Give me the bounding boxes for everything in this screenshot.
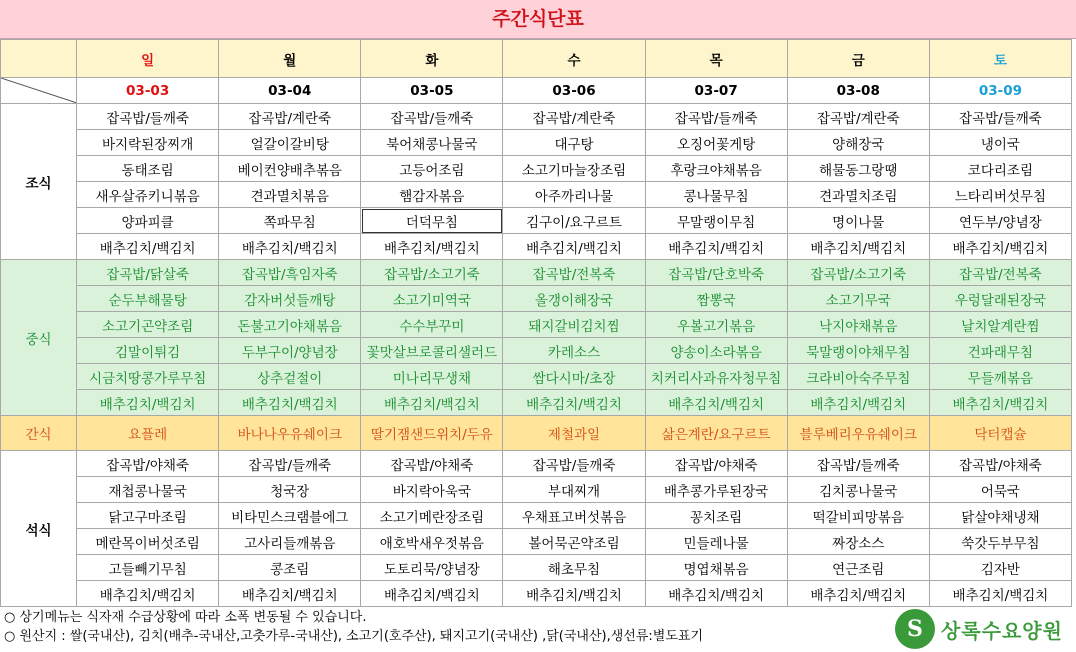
breakfast-menu-cell[interactable]: 잡곡밥/계란죽 xyxy=(503,104,645,130)
dinner-row xyxy=(1,451,1072,477)
breakfast-row xyxy=(1,208,1072,234)
dinner-row xyxy=(1,503,1072,529)
lunch-menu-cell[interactable]: 양송이소라볶음 xyxy=(645,338,787,364)
dinner-row xyxy=(1,477,1072,503)
lunch-menu-cell[interactable]: 묵말랭이야채무침 xyxy=(787,338,929,364)
breakfast-menu-cell[interactable]: 배추김치/백김치 xyxy=(645,234,787,260)
breakfast-menu-cell[interactable]: 배추김치/백김치 xyxy=(77,234,219,260)
lunch-menu-cell[interactable]: 날치알계란찜 xyxy=(929,312,1071,338)
dinner-menu-cell[interactable]: 배추김치/백김치 xyxy=(787,581,929,607)
breakfast-row xyxy=(1,182,1072,208)
lunch-menu-cell[interactable]: 돈불고기야채볶음 xyxy=(219,312,361,338)
breakfast-menu-cell[interactable]: 잡곡밥/들깨죽 xyxy=(645,104,787,130)
lunch-menu-cell[interactable]: 카레소스 xyxy=(503,338,645,364)
dinner-menu-cell[interactable]: 잡곡밥/들깨죽 xyxy=(787,451,929,477)
breakfast-menu-cell[interactable]: 새우살쥬키니볶음 xyxy=(77,182,219,208)
day-header-wed: 수 xyxy=(503,40,645,78)
snack-section-label: 간식 xyxy=(1,416,77,451)
dinner-menu-cell[interactable]: 고들빼기무침 xyxy=(77,555,219,581)
breakfast-menu-cell[interactable]: 잡곡밥/들깨죽 xyxy=(361,104,503,130)
day-header-thu: 목 xyxy=(645,40,787,78)
date-wed: 03-06 xyxy=(503,78,645,104)
diagonal-corner-cell xyxy=(1,78,77,104)
dinner-menu-cell[interactable]: 애호박새우젓볶음 xyxy=(361,529,503,555)
day-header-tue: 화 xyxy=(361,40,503,78)
breakfast-menu-cell[interactable]: 무말랭이무침 xyxy=(645,208,787,234)
lunch-menu-cell[interactable]: 잡곡밥/전복죽 xyxy=(503,260,645,286)
dinner-menu-cell[interactable]: 잡곡밥/들깨죽 xyxy=(219,451,361,477)
breakfast-menu-cell[interactable]: 배추김치/백김치 xyxy=(219,234,361,260)
lunch-menu-cell[interactable]: 소고기무국 xyxy=(787,286,929,312)
snack-menu-cell[interactable]: 블루베리우유쉐이크 xyxy=(787,416,929,451)
header-corner-blank xyxy=(1,40,77,78)
dinner-menu-cell[interactable]: 배추김치/백김치 xyxy=(219,581,361,607)
dinner-menu-cell[interactable]: 닭고구마조림 xyxy=(77,503,219,529)
breakfast-menu-cell[interactable]: 연두부/양념장 xyxy=(929,208,1071,234)
lunch-menu-cell[interactable]: 크라비아숙주무침 xyxy=(787,364,929,390)
dinner-menu-cell[interactable]: 해초무침 xyxy=(503,555,645,581)
lunch-row xyxy=(1,338,1072,364)
lunch-menu-cell[interactable]: 낙지야채볶음 xyxy=(787,312,929,338)
lunch-menu-cell[interactable]: 우볼고기볶음 xyxy=(645,312,787,338)
lunch-menu-cell[interactable]: 짬뽕국 xyxy=(645,286,787,312)
dinner-row xyxy=(1,529,1072,555)
lunch-menu-cell[interactable]: 배추김치/백김치 xyxy=(361,390,503,416)
date-fri: 03-08 xyxy=(787,78,929,104)
diagonal-line xyxy=(1,78,77,103)
lunch-menu-cell[interactable]: 시금치땅콩가루무침 xyxy=(77,364,219,390)
lunch-menu-cell[interactable]: 배추김치/백김치 xyxy=(77,390,219,416)
lunch-menu-cell[interactable]: 미나리무생채 xyxy=(361,364,503,390)
lunch-menu-cell[interactable]: 감자버섯들깨탕 xyxy=(219,286,361,312)
breakfast-menu-cell[interactable]: 느타리버섯무침 xyxy=(929,182,1071,208)
breakfast-menu-cell[interactable]: 견과멸치볶음 xyxy=(219,182,361,208)
lunch-menu-cell[interactable]: 올갱이해장국 xyxy=(503,286,645,312)
breakfast-menu-cell[interactable]: 해물동그랑땡 xyxy=(787,156,929,182)
page-title: 주간식단표 xyxy=(0,0,1076,39)
breakfast-menu-cell[interactable]: 잡곡밥/계란죽 xyxy=(787,104,929,130)
breakfast-menu-cell[interactable]: 명이나물 xyxy=(787,208,929,234)
date-thu: 03-07 xyxy=(645,78,787,104)
dinner-menu-cell[interactable]: 연근조림 xyxy=(787,555,929,581)
breakfast-row xyxy=(1,156,1072,182)
dinner-menu-cell[interactable]: 고사리들깨볶음 xyxy=(219,529,361,555)
snack-menu-cell[interactable]: 삶은계란/요구르트 xyxy=(645,416,787,451)
leaf-logo-icon: S xyxy=(895,609,935,649)
breakfast-menu-cell[interactable]: 햄감자볶음 xyxy=(361,182,503,208)
dinner-menu-cell[interactable]: 청국장 xyxy=(219,477,361,503)
breakfast-menu-cell[interactable]: 잡곡밥/들깨죽 xyxy=(77,104,219,130)
lunch-menu-cell[interactable]: 김말이튀김 xyxy=(77,338,219,364)
breakfast-menu-cell[interactable]: 후랑크야채볶음 xyxy=(645,156,787,182)
snack-row xyxy=(1,416,1072,451)
breakfast-menu-cell[interactable]: 얼갈이갈비탕 xyxy=(219,130,361,156)
date-sun: 03-03 xyxy=(77,78,219,104)
dinner-menu-cell[interactable]: 소고기메란장조림 xyxy=(361,503,503,529)
lunch-menu-cell[interactable]: 잡곡밥/소고기죽 xyxy=(361,260,503,286)
lunch-row xyxy=(1,390,1072,416)
breakfast-section-label: 조식 xyxy=(1,104,77,260)
lunch-row xyxy=(1,286,1072,312)
dinner-menu-cell[interactable]: 닭살야채냉채 xyxy=(929,503,1071,529)
dinner-section-label: 석식 xyxy=(1,451,77,607)
breakfast-menu-cell[interactable]: 배추김치/백김치 xyxy=(361,234,503,260)
breakfast-row xyxy=(1,104,1072,130)
lunch-menu-cell[interactable]: 두부구이/양념장 xyxy=(219,338,361,364)
breakfast-menu-cell[interactable]: 배추김치/백김치 xyxy=(503,234,645,260)
lunch-menu-cell[interactable]: 상추겉절이 xyxy=(219,364,361,390)
breakfast-menu-cell[interactable]: 북어채콩나물국 xyxy=(361,130,503,156)
lunch-menu-cell[interactable]: 수수부꾸미 xyxy=(361,312,503,338)
logo-text: 상록수요양원 xyxy=(941,618,1063,643)
breakfast-menu-cell[interactable]: 양파피클 xyxy=(77,208,219,234)
day-header-row xyxy=(1,40,1072,78)
breakfast-menu-cell[interactable]: 더덕무침 xyxy=(361,208,503,234)
breakfast-menu-cell[interactable]: 냉이국 xyxy=(929,130,1071,156)
lunch-menu-cell[interactable]: 잡곡밥/소고기죽 xyxy=(787,260,929,286)
dinner-menu-cell[interactable]: 잡곡밥/들깨죽 xyxy=(503,451,645,477)
dinner-menu-cell[interactable]: 어묵국 xyxy=(929,477,1071,503)
dinner-menu-cell[interactable]: 배추김치/백김치 xyxy=(77,581,219,607)
dinner-menu-cell[interactable]: 잡곡밥/야채죽 xyxy=(361,451,503,477)
lunch-menu-cell[interactable]: 배추김치/백김치 xyxy=(929,390,1071,416)
dinner-menu-cell[interactable]: 재첩콩나물국 xyxy=(77,477,219,503)
lunch-menu-cell[interactable]: 무들깨볶음 xyxy=(929,364,1071,390)
lunch-menu-cell[interactable]: 잡곡밥/단호박죽 xyxy=(645,260,787,286)
dinner-menu-cell[interactable]: 배추김치/백김치 xyxy=(645,581,787,607)
snack-menu-cell[interactable]: 닥터캡슐 xyxy=(929,416,1071,451)
snack-menu-cell[interactable]: 제철과일 xyxy=(503,416,645,451)
breakfast-menu-cell[interactable]: 견과멸치조림 xyxy=(787,182,929,208)
dinner-menu-cell[interactable]: 볼어묵곤약조림 xyxy=(503,529,645,555)
breakfast-menu-cell[interactable]: 콩나물무침 xyxy=(645,182,787,208)
date-row xyxy=(1,78,1072,104)
weekly-menu-table xyxy=(0,39,1072,607)
dinner-menu-cell[interactable]: 민들레나물 xyxy=(645,529,787,555)
lunch-menu-cell[interactable]: 배추김치/백김치 xyxy=(645,390,787,416)
dinner-menu-cell[interactable]: 콩조림 xyxy=(219,555,361,581)
dinner-menu-cell[interactable]: 김치콩나물국 xyxy=(787,477,929,503)
dinner-menu-cell[interactable]: 비타민스크램블에그 xyxy=(219,503,361,529)
dinner-row xyxy=(1,581,1072,607)
lunch-menu-cell[interactable]: 소고기미역국 xyxy=(361,286,503,312)
breakfast-menu-cell[interactable]: 잡곡밥/계란죽 xyxy=(219,104,361,130)
dinner-menu-cell[interactable]: 잡곡밥/야채죽 xyxy=(77,451,219,477)
dinner-menu-cell[interactable]: 메란목이버섯조림 xyxy=(77,529,219,555)
breakfast-menu-cell[interactable]: 배추김치/백김치 xyxy=(787,234,929,260)
lunch-menu-cell[interactable]: 치커리사과유자청무침 xyxy=(645,364,787,390)
dinner-menu-cell[interactable]: 쑥갓두부무침 xyxy=(929,529,1071,555)
snack-menu-cell[interactable]: 딸기잼샌드위치/두유 xyxy=(361,416,503,451)
breakfast-row xyxy=(1,130,1072,156)
day-header-fri: 금 xyxy=(787,40,929,78)
lunch-menu-cell[interactable]: 잡곡밥/전복죽 xyxy=(929,260,1071,286)
breakfast-menu-cell[interactable]: 쪽파무침 xyxy=(219,208,361,234)
dinner-menu-cell[interactable]: 배추김치/백김치 xyxy=(929,581,1071,607)
dinner-menu-cell[interactable]: 배추콩가루된장국 xyxy=(645,477,787,503)
lunch-section-label: 중식 xyxy=(1,260,77,416)
breakfast-menu-cell[interactable]: 잡곡밥/들깨죽 xyxy=(929,104,1071,130)
day-header-sat: 토 xyxy=(929,40,1071,78)
breakfast-menu-cell[interactable]: 코다리조림 xyxy=(929,156,1071,182)
lunch-menu-cell[interactable]: 우렁달래된장국 xyxy=(929,286,1071,312)
lunch-row xyxy=(1,260,1072,286)
dinner-menu-cell[interactable]: 잡곡밥/야채죽 xyxy=(929,451,1071,477)
dinner-menu-cell[interactable]: 꽁치조림 xyxy=(645,503,787,529)
snack-menu-cell[interactable]: 요플레 xyxy=(77,416,219,451)
lunch-menu-cell[interactable]: 꽃맛살브로콜리샐러드 xyxy=(361,338,503,364)
lunch-menu-cell[interactable]: 쌈다시마/초장 xyxy=(503,364,645,390)
lunch-menu-cell[interactable]: 돼지갈비김치찜 xyxy=(503,312,645,338)
snack-menu-cell[interactable]: 바나나우유쉐이크 xyxy=(219,416,361,451)
day-header-mon: 월 xyxy=(219,40,361,78)
lunch-menu-cell[interactable]: 건파래무침 xyxy=(929,338,1071,364)
lunch-row xyxy=(1,364,1072,390)
logo xyxy=(895,610,1063,648)
date-mon: 03-04 xyxy=(219,78,361,104)
breakfast-menu-cell[interactable]: 아주까리나물 xyxy=(503,182,645,208)
breakfast-menu-cell[interactable]: 바지락된장찌개 xyxy=(77,130,219,156)
dinner-menu-cell[interactable]: 명엽채볶음 xyxy=(645,555,787,581)
footnote-origin: ○ 원산지 : 쌀(국내산), 김치(배추-국내산,고춧가루-국내산), 소고기(호주산), 돼지고기(국내산) ,닭(국내산),생선류:별도표기 xyxy=(4,629,704,644)
date-tue: 03-05 xyxy=(361,78,503,104)
lunch-menu-cell[interactable]: 잡곡밥/닭살죽 xyxy=(77,260,219,286)
lunch-menu-cell[interactable]: 잡곡밥/흑임자죽 xyxy=(219,260,361,286)
breakfast-menu-cell[interactable]: 배추김치/백김치 xyxy=(929,234,1071,260)
breakfast-menu-cell[interactable]: 소고기마늘장조림 xyxy=(503,156,645,182)
dinner-menu-cell[interactable]: 배추김치/백김치 xyxy=(503,581,645,607)
lunch-menu-cell[interactable]: 배추김치/백김치 xyxy=(503,390,645,416)
lunch-row xyxy=(1,312,1072,338)
breakfast-menu-cell[interactable]: 고등어조림 xyxy=(361,156,503,182)
dinner-row xyxy=(1,555,1072,581)
lunch-menu-cell[interactable]: 배추김치/백김치 xyxy=(219,390,361,416)
footnotes xyxy=(4,608,703,646)
dinner-menu-cell[interactable]: 김자반 xyxy=(929,555,1071,581)
breakfast-menu-cell[interactable]: 양해장국 xyxy=(787,130,929,156)
dinner-menu-cell[interactable]: 배추김치/백김치 xyxy=(361,581,503,607)
dinner-menu-cell[interactable]: 짜장소스 xyxy=(787,529,929,555)
breakfast-menu-cell[interactable]: 동태조림 xyxy=(77,156,219,182)
breakfast-row xyxy=(1,234,1072,260)
dinner-menu-cell[interactable]: 우채표고버섯볶음 xyxy=(503,503,645,529)
dinner-menu-cell[interactable]: 부대찌개 xyxy=(503,477,645,503)
dinner-menu-cell[interactable]: 잡곡밥/야채죽 xyxy=(645,451,787,477)
dinner-menu-cell[interactable]: 떡갈비피망볶음 xyxy=(787,503,929,529)
day-header-sun: 일 xyxy=(77,40,219,78)
breakfast-menu-cell[interactable]: 김구이/요구르트 xyxy=(503,208,645,234)
lunch-menu-cell[interactable]: 배추김치/백김치 xyxy=(787,390,929,416)
breakfast-menu-cell[interactable]: 오징어꽃게탕 xyxy=(645,130,787,156)
dinner-menu-cell[interactable]: 바지락아욱국 xyxy=(361,477,503,503)
breakfast-menu-cell[interactable]: 대구탕 xyxy=(503,130,645,156)
lunch-menu-cell[interactable]: 소고기곤약조림 xyxy=(77,312,219,338)
footnote-menu-change: ○ 상기메뉴는 식자재 수급상황에 따라 소폭 변동될 수 있습니다. xyxy=(4,610,367,625)
date-sat: 03-09 xyxy=(929,78,1071,104)
lunch-menu-cell[interactable]: 순두부해물탕 xyxy=(77,286,219,312)
dinner-menu-cell[interactable]: 도토리묵/양념장 xyxy=(361,555,503,581)
breakfast-menu-cell[interactable]: 베이컨양배추볶음 xyxy=(219,156,361,182)
